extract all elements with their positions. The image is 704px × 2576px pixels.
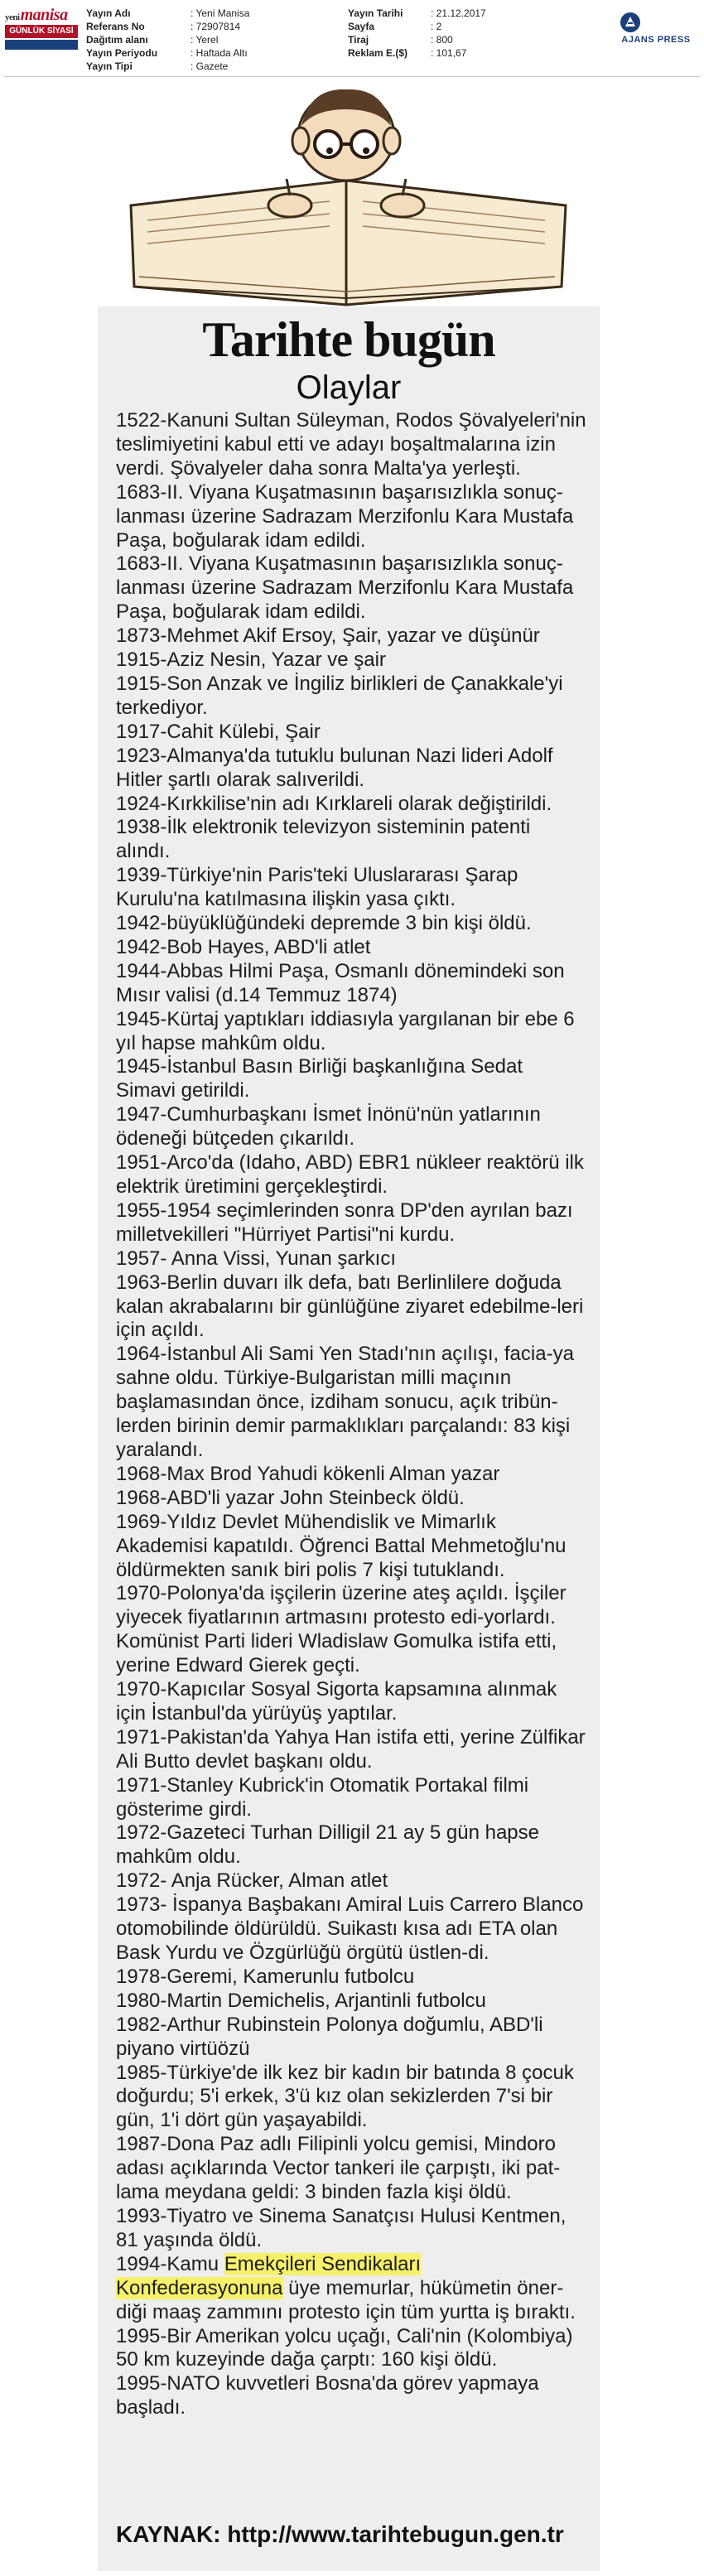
meta-row: Yayın Tarihi : 21.12.2017	[348, 7, 486, 19]
meta-row: Tiraj : 800	[348, 34, 453, 46]
event-item: 1945-Kürtaj yaptıkları iddiasıyla yargılanan bir ebe 6 yıl hapse mahkûm oldu.	[116, 1007, 575, 1054]
ajans-press-icon	[620, 12, 641, 33]
event-item: 1951-Arco'da (Idaho, ABD) EBR1 nükleer reaktörü ilk elektrik üretimini gerçekleştirdi.	[116, 1151, 584, 1198]
event-item: 1972- Anja Rücker, Alman atlet	[116, 1869, 388, 1893]
event-item: 1968-ABD'li yazar John Steinbeck öldü.	[116, 1486, 465, 1509]
meta-row: Sayfa : 2	[348, 21, 442, 32]
event-item: 1969-Yıldız Devlet Mühendislik ve Mimarlık Akademisi kapatıldı. Öğrenci Battal Mehmetoğlu'nu öldürmekten sanık biri polis 7 kişi tutuklandı.	[116, 1510, 567, 1581]
meta-fields-right	[348, 7, 486, 60]
event-item: 1970-Kapıcılar Sosyal Sigorta kapsamına alınmak için İstanbul'da yürüyüş yaptılar.	[116, 1678, 557, 1725]
event-item: 1942-Bob Hayes, ABD'li atlet	[116, 935, 371, 958]
event-item: 1915-Son Anzak ve İngiliz birlikleri de Çanakkale'yi terkediyor.	[116, 672, 563, 719]
highlighted-text: Emekçileri Sendikaları Konfederasyonuna	[116, 2252, 422, 2299]
event-item: 1947-Cumhurbaşkanı İsmet İnönü'nün yatlarının ödeneği bütçeden çıkarıldı.	[116, 1103, 541, 1151]
event-item: 1985-Türkiye'de ilk kez bir kadın bir batında 8 çocuk doğurdu; 5'i erkek, 3'ü kız olan sekizlerden 7'si bir gün, 1'i dört gün yaşayabildi.	[116, 2061, 574, 2132]
ajans-press-text: AJANS PRESS	[621, 35, 691, 45]
source-line: KAYNAK: http://www.tarihtebugun.gen.tr	[116, 2521, 564, 2547]
event-item: 1993-Tiyatro ve Sinema Sanatçısı Hulusi Kentmen, 81 yaşında öldü.	[116, 2204, 567, 2251]
publication-logo	[5, 7, 78, 61]
meta-row: Reklam E.($) : 101,67	[348, 47, 467, 59]
event-item: 1683-II. Viyana Kuşatmasının başarısızlıkla sonuç-lanması üzerine Sadrazam Merzifonlu Kara Mustafa Paşa, boğularak idam edildi.	[116, 480, 574, 552]
events-list	[116, 409, 586, 2420]
event-item: 1923-Almanya'da tutuklu bulunan Nazi lideri Adolf Hitler şartlı olarak salıverildi.	[116, 744, 553, 791]
event-item: 1522-Kanuni Sultan Süleyman, Rodos Şövalyeleri'nin teslimiyetini kabul etti ve adayı boşaltmalarına izin verdi. Şövalyeler daha sonra Malta'ya yerleşti.	[116, 409, 586, 480]
logo-name: manisa	[20, 6, 68, 24]
event-item: 1924-Kırkkilise'nin adı Kırklareli olarak değiştirildi.	[116, 792, 552, 815]
header-divider	[3, 76, 701, 77]
event-item: 1873-Mehmet Akif Ersoy, Şair, yazar ve düşünür	[116, 625, 540, 648]
event-item: 1915-Aziz Nesin, Yazar ve şair	[116, 649, 386, 672]
event-item: 1972-Gazeteci Turhan Dilligil 21 ay 5 gün hapse mahkûm oldu.	[116, 1821, 539, 1869]
section-title: Tarihte bugün	[202, 312, 495, 367]
reading-man-illustration	[98, 81, 600, 306]
event-item: 1970-Polonya'da işçilerin üzerine ateş açıldı. İşçiler yiyecek fiyatlarının artmasını protesto edi-yorlardı. Komünist Parti lideri Wladislaw Gomulka istifa etti, yerine Edward Gierek geçti.	[116, 1582, 567, 1677]
event-item: 1939-Türkiye'nin Paris'teki Uluslararası Şarap Kurulu'na katılmasına ilişkin yasa çıktı.	[116, 864, 518, 911]
event-item: 1995-NATO kuvvetleri Bosna'da görev yapmaya başladı.	[116, 2372, 539, 2419]
meta-row: Referans No : 72907814	[86, 21, 241, 32]
event-item: 1968-Max Brod Yahudi kökenli Alman yazar	[116, 1462, 500, 1485]
event-item: 1938-İlk elektronik televizyon sisteminin patenti alındı.	[116, 816, 531, 863]
meta-row: Yayın Tipi : Gazete	[86, 60, 229, 72]
event-item: 1917-Cahit Külebi, Şair	[116, 720, 321, 743]
event-item: 1971-Stanley Kubrick'in Otomatik Portakal filmi gösterime girdi.	[116, 1773, 529, 1821]
event-item: 1978-Geremi, Kamerunlu futbolcu	[116, 1965, 415, 1988]
meta-row: Yayın Adı : Yeni Manisa	[86, 7, 250, 19]
event-item: 1957- Anna Vissi, Yunan şarkıcı	[116, 1247, 397, 1270]
clipping-header	[0, 0, 704, 80]
event-item: 1683-II. Viyana Kuşatmasının başarısızlıkla sonuç-lanması üzerine Sadrazam Merzifonlu Kara Mustafa Paşa, boğularak idam edildi.	[116, 552, 574, 624]
logo-banner: GÜNLÜK SİYASİ	[5, 25, 78, 38]
meta-fields-left	[86, 7, 249, 73]
meta-row: Yayın Periyodu : Haftada Altı	[86, 47, 248, 59]
event-item: 1995-Bir Amerikan yolcu uçağı, Cali'nin (Kolombiya) 50 km kuzeyinde dağa çarptı: 160 kişi öldü.	[116, 2324, 573, 2371]
logo-stripe	[5, 40, 78, 50]
meta-row: Dağıtım alanı : Yerel	[86, 34, 219, 46]
event-item: 1963-Berlin duvarı ilk defa, batı Berlinlilere doğuda kalan akrabalarını bir günlüğüne ziyaret edebilme-leri için açıldı.	[116, 1271, 584, 1342]
event-item: 1945-İstanbul Basın Birliği başkanlığına Sedat Simavi getirildi.	[116, 1055, 523, 1102]
logo-prefix: yeni	[5, 12, 20, 22]
event-item: 1987-Dona Paz adlı Filipinli yolcu gemisi, Mindoro adası açıklarında Vector tankeri ile çarpıştı, iki pat-lama meydana geldi: 3 binden fazla kişi öldü.	[116, 2133, 561, 2204]
event-item: 1964-İstanbul Ali Sami Yen Stadı'nın açılışı, facia-ya sahne oldu. Türkiye-Bulgaristan milli maçının başlamasından önce, izdiham sonucu, açık tribün-lerden birinin demir parmaklıkları parçalandı: 83 kişi yaralandı.	[116, 1343, 574, 1461]
event-item: 1982-Arthur Rubinstein Polonya doğumlu, ABD'li piyano virtüözü	[116, 2013, 543, 2060]
ajans-press-logo	[615, 7, 697, 43]
event-item: 1942-büyüklüğündeki depremde 3 bin kişi öldü.	[116, 912, 532, 935]
event-item: 1980-Martin Demichelis, Arjantinli futbolcu	[116, 1989, 486, 2012]
news-clipping	[98, 81, 600, 2571]
event-item: 1944-Abbas Hilmi Paşa, Osmanlı dönemindeki son Mısır valisi (d.14 Temmuz 1874)	[116, 959, 565, 1006]
event-item: 1971-Pakistan'da Yahya Han istifa etti, yerine Zülfikar Ali Butto devlet başkanı oldu.	[116, 1725, 586, 1773]
section-subtitle: Olaylar	[296, 369, 402, 406]
event-item: 1994-Kamu Emekçileri Sendikaları Konfederasyonuna üye memurlar, hükümetin öner-diği maaş zammını protesto için tüm yurtta iş bıraktı.	[116, 2252, 576, 2323]
event-item: 1973- İspanya Başbakanı Amiral Luis Carrero Blanco otomobilinde öldürüldü. Suikastı kısa adı ETA olan Bask Yurdu ve Özgürlüğü örgütü üstlen-di.	[116, 1893, 584, 1964]
event-item: 1955-1954 seçimlerinden sonra DP'den ayrılan bazı milletvekilleri "Hürriyet Partisi"ni kurdu.	[116, 1199, 573, 1246]
